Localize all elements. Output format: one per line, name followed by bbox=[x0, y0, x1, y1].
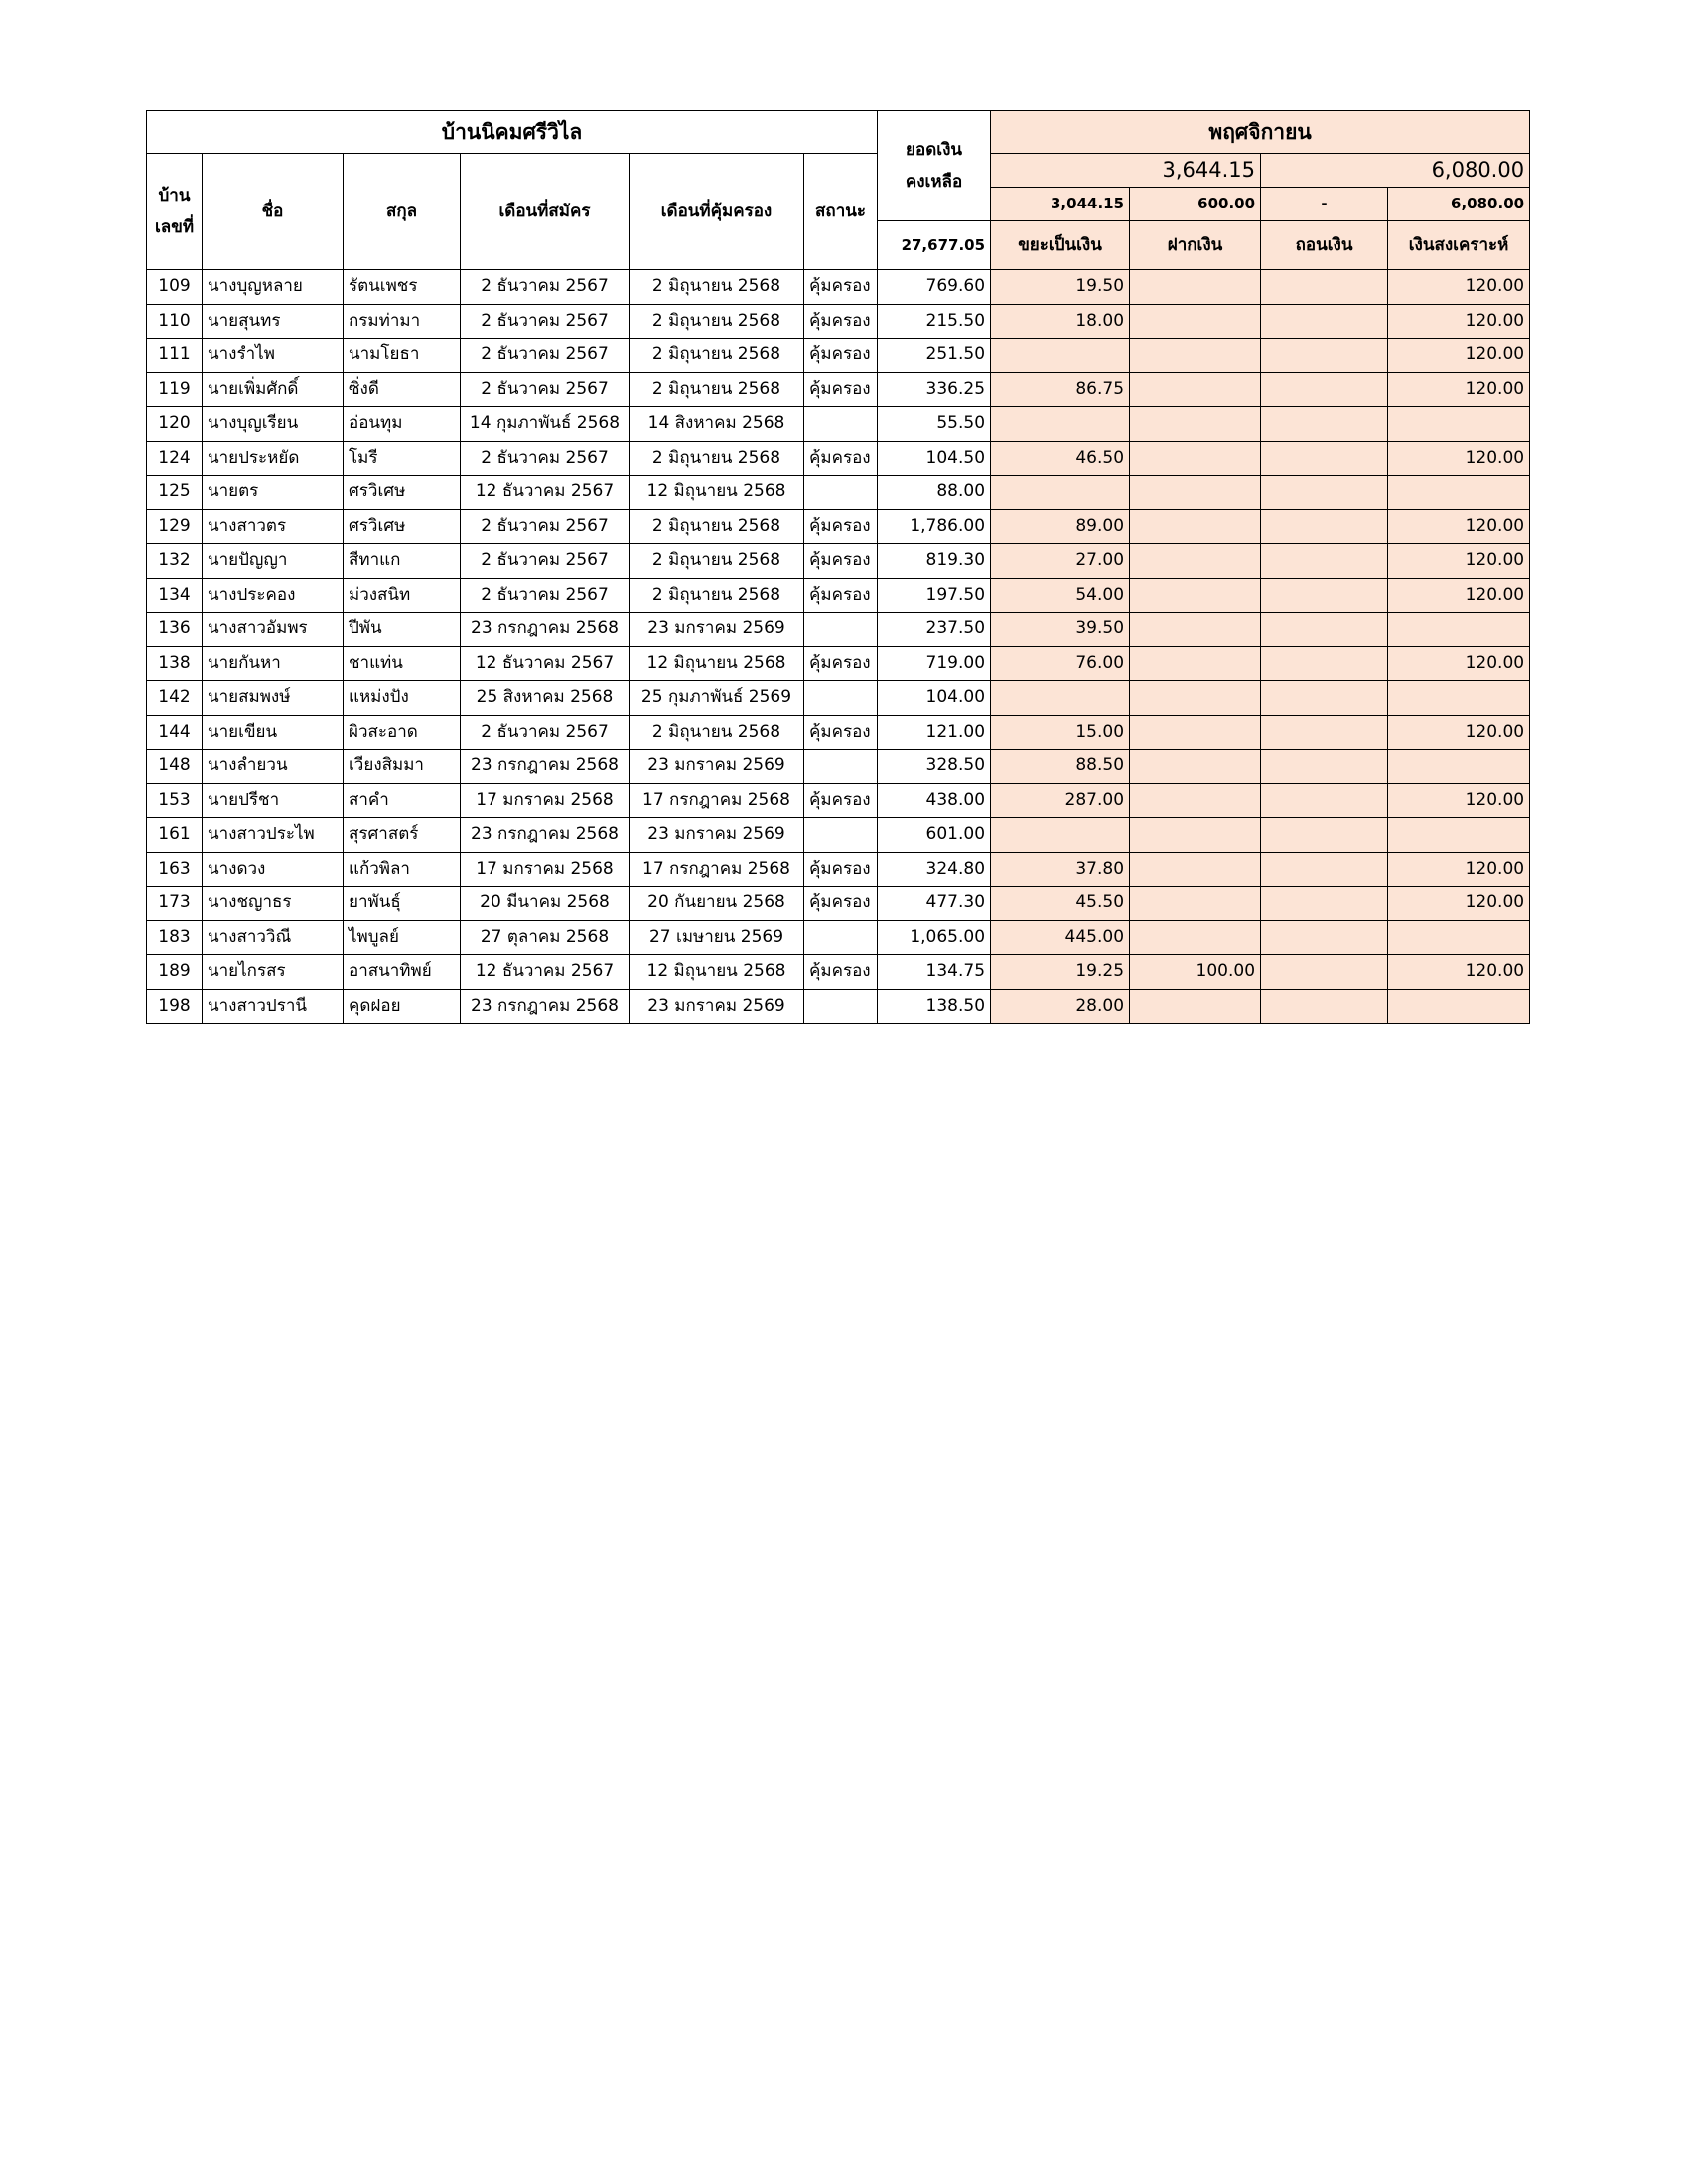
waste-cash-cell: 287.00 bbox=[991, 783, 1130, 818]
coverage-month-cell: 2 มิถุนายน 2568 bbox=[630, 544, 804, 579]
apply-month-cell: 23 กรกฎาคม 2568 bbox=[461, 613, 630, 647]
name-cell: นายปรีชา bbox=[203, 783, 344, 818]
status-cell bbox=[804, 920, 878, 955]
apply-month-cell: 14 กุมภาพันธ์ 2568 bbox=[461, 407, 630, 442]
balance-header-line1: ยอดเงิน bbox=[906, 139, 962, 160]
withdraw-cell bbox=[1261, 304, 1388, 339]
month-header: พฤศจิกายน bbox=[991, 111, 1530, 154]
welfare-cell bbox=[1388, 613, 1530, 647]
status-cell bbox=[804, 681, 878, 716]
deposit-cell bbox=[1130, 989, 1261, 1024]
balance-cell: 819.30 bbox=[878, 544, 991, 579]
house-no-cell: 110 bbox=[147, 304, 203, 339]
name-cell: นางประคอง bbox=[203, 578, 344, 613]
house-no-cell: 161 bbox=[147, 818, 203, 853]
deposit-cell bbox=[1130, 441, 1261, 476]
balance-cell: 104.00 bbox=[878, 681, 991, 716]
deposit-header: ฝากเงิน bbox=[1130, 221, 1261, 270]
coverage-month-cell: 12 มิถุนายน 2568 bbox=[630, 476, 804, 510]
apply-month-cell: 2 ธันวาคม 2567 bbox=[461, 304, 630, 339]
house-no-cell: 109 bbox=[147, 270, 203, 305]
surname-cell: สุรศาสตร์ bbox=[344, 818, 461, 853]
waste-cash-cell: 27.00 bbox=[991, 544, 1130, 579]
waste-cash-cell: 89.00 bbox=[991, 509, 1130, 544]
name-cell: นางลำยวน bbox=[203, 750, 344, 784]
surname-cell: ผิวสะอาด bbox=[344, 715, 461, 750]
waste-cash-cell bbox=[991, 476, 1130, 510]
deposit-cell bbox=[1130, 783, 1261, 818]
surname-cell: ยาพันธุ์ bbox=[344, 887, 461, 921]
balance-cell: 88.00 bbox=[878, 476, 991, 510]
name-cell: นางสาวอัมพร bbox=[203, 613, 344, 647]
waste-cash-cell: 45.50 bbox=[991, 887, 1130, 921]
welfare-cell bbox=[1388, 818, 1530, 853]
table-row bbox=[147, 407, 1530, 442]
balance-cell: 769.60 bbox=[878, 270, 991, 305]
coverage-month-cell: 2 มิถุนายน 2568 bbox=[630, 441, 804, 476]
name-cell: นายสมพงษ์ bbox=[203, 681, 344, 716]
status-cell: คุ้มครอง bbox=[804, 372, 878, 407]
surname-cell: สาคำ bbox=[344, 783, 461, 818]
house-no-cell: 153 bbox=[147, 783, 203, 818]
waste-cash-cell bbox=[991, 339, 1130, 373]
apply-month-cell: 25 สิงหาคม 2568 bbox=[461, 681, 630, 716]
name-cell: นางสาวประไพ bbox=[203, 818, 344, 853]
house-no-cell: 163 bbox=[147, 852, 203, 887]
table-row bbox=[147, 441, 1530, 476]
name-cell: นางบุญหลาย bbox=[203, 270, 344, 305]
status-cell bbox=[804, 989, 878, 1024]
surname-cell: ศรวิเศษ bbox=[344, 476, 461, 510]
coverage-month-cell: 23 มกราคม 2569 bbox=[630, 818, 804, 853]
deposit-cell bbox=[1130, 407, 1261, 442]
balance-cell: 237.50 bbox=[878, 613, 991, 647]
waste-cash-cell bbox=[991, 681, 1130, 716]
table-row bbox=[147, 818, 1530, 853]
waste-cash-cell: 76.00 bbox=[991, 646, 1130, 681]
welfare-header: เงินสงเคราะห์ bbox=[1388, 221, 1530, 270]
table-row bbox=[147, 578, 1530, 613]
house-no-cell: 119 bbox=[147, 372, 203, 407]
house-no-cell: 132 bbox=[147, 544, 203, 579]
deposit-cell bbox=[1130, 509, 1261, 544]
apply-month-cell: 2 ธันวาคม 2567 bbox=[461, 339, 630, 373]
table-row bbox=[147, 372, 1530, 407]
waste-cash-cell bbox=[991, 818, 1130, 853]
house-no-cell: 125 bbox=[147, 476, 203, 510]
withdraw-cell bbox=[1261, 681, 1388, 716]
waste-cash-cell: 37.80 bbox=[991, 852, 1130, 887]
balance-cell: 438.00 bbox=[878, 783, 991, 818]
deposit-cell bbox=[1130, 544, 1261, 579]
apply-month-cell: 2 ธันวาคม 2567 bbox=[461, 578, 630, 613]
withdraw-cell bbox=[1261, 509, 1388, 544]
house-no-cell: 144 bbox=[147, 715, 203, 750]
apply-month-cell: 2 ธันวาคม 2567 bbox=[461, 509, 630, 544]
withdraw-cell bbox=[1261, 989, 1388, 1024]
total-a: 3,644.15 bbox=[991, 154, 1261, 188]
status-cell bbox=[804, 818, 878, 853]
withdraw-cell bbox=[1261, 852, 1388, 887]
name-cell: นางสาววิณี bbox=[203, 920, 344, 955]
waste-cash-cell: 18.00 bbox=[991, 304, 1130, 339]
coverage-month-cell: 27 เมษายน 2569 bbox=[630, 920, 804, 955]
apply-month-cell: 12 ธันวาคม 2567 bbox=[461, 476, 630, 510]
deposit-cell bbox=[1130, 372, 1261, 407]
welfare-cell: 120.00 bbox=[1388, 509, 1530, 544]
coverage-month-cell: 25 กุมภาพันธ์ 2569 bbox=[630, 681, 804, 716]
withdraw-cell bbox=[1261, 613, 1388, 647]
waste-cash-cell: 445.00 bbox=[991, 920, 1130, 955]
welfare-cell: 120.00 bbox=[1388, 372, 1530, 407]
welfare-cell: 120.00 bbox=[1388, 270, 1530, 305]
house-no-cell: 142 bbox=[147, 681, 203, 716]
name-cell: นางสาวปรานี bbox=[203, 989, 344, 1024]
withdraw-cell bbox=[1261, 270, 1388, 305]
table-row bbox=[147, 783, 1530, 818]
balance-cell: 328.50 bbox=[878, 750, 991, 784]
withdraw-cell bbox=[1261, 339, 1388, 373]
name-cell: นางดวง bbox=[203, 852, 344, 887]
withdraw-cell bbox=[1261, 715, 1388, 750]
apply-month-cell: 12 ธันวาคม 2567 bbox=[461, 955, 630, 990]
apply-month-cell: 2 ธันวาคม 2567 bbox=[461, 441, 630, 476]
table-row bbox=[147, 509, 1530, 544]
waste-cash-cell: 15.00 bbox=[991, 715, 1130, 750]
welfare-cell: 120.00 bbox=[1388, 441, 1530, 476]
deposit-cell bbox=[1130, 476, 1261, 510]
balance-cell: 601.00 bbox=[878, 818, 991, 853]
coverage-month-cell: 12 มิถุนายน 2568 bbox=[630, 955, 804, 990]
balance-cell: 55.50 bbox=[878, 407, 991, 442]
welfare-cell bbox=[1388, 750, 1530, 784]
withdraw-cell bbox=[1261, 646, 1388, 681]
coverage-month-cell: 2 มิถุนายน 2568 bbox=[630, 509, 804, 544]
withdraw-cell bbox=[1261, 578, 1388, 613]
house-no-cell: 111 bbox=[147, 339, 203, 373]
deposit-cell bbox=[1130, 920, 1261, 955]
name-cell: นางสาวตร bbox=[203, 509, 344, 544]
coverage-month-cell: 23 มกราคม 2569 bbox=[630, 613, 804, 647]
balance-cell: 138.50 bbox=[878, 989, 991, 1024]
apply-month-cell: 2 ธันวาคม 2567 bbox=[461, 715, 630, 750]
withdraw-cell bbox=[1261, 783, 1388, 818]
surname-cell: ชาแท่น bbox=[344, 646, 461, 681]
status-cell: คุ้มครอง bbox=[804, 270, 878, 305]
table-row bbox=[147, 852, 1530, 887]
table-row bbox=[147, 646, 1530, 681]
deposit-cell bbox=[1130, 681, 1261, 716]
apply-month-cell: 17 มกราคม 2568 bbox=[461, 852, 630, 887]
welfare-cell bbox=[1388, 989, 1530, 1024]
withdraw-cell bbox=[1261, 920, 1388, 955]
waste-cash-header: ขยะเป็นเงิน bbox=[991, 221, 1130, 270]
status-cell: คุ้มครอง bbox=[804, 887, 878, 921]
table-row bbox=[147, 887, 1530, 921]
name-cell: นายปัญญา bbox=[203, 544, 344, 579]
coverage-month-cell: 2 มิถุนายน 2568 bbox=[630, 372, 804, 407]
house-no-cell: 136 bbox=[147, 613, 203, 647]
name-cell: นายเขียน bbox=[203, 715, 344, 750]
welfare-cell: 120.00 bbox=[1388, 783, 1530, 818]
name-cell: นายประหยัด bbox=[203, 441, 344, 476]
coverage-month-header: เดือนที่คุ้มครอง bbox=[630, 154, 804, 270]
name-cell: นายสุนทร bbox=[203, 304, 344, 339]
village-title: บ้านนิคมศรีวิไล bbox=[147, 111, 878, 154]
welfare-cell bbox=[1388, 476, 1530, 510]
apply-month-cell: 23 กรกฎาคม 2568 bbox=[461, 989, 630, 1024]
balance-cell: 336.25 bbox=[878, 372, 991, 407]
waste-cash-cell: 28.00 bbox=[991, 989, 1130, 1024]
table-row bbox=[147, 955, 1530, 990]
waste-cash-cell: 46.50 bbox=[991, 441, 1130, 476]
welfare-cell: 120.00 bbox=[1388, 304, 1530, 339]
surname-cell: รัตนเพชร bbox=[344, 270, 461, 305]
balance-cell: 1,786.00 bbox=[878, 509, 991, 544]
coverage-month-cell: 17 กรกฎาคม 2568 bbox=[630, 852, 804, 887]
status-cell: คุ้มครอง bbox=[804, 339, 878, 373]
withdraw-cell bbox=[1261, 544, 1388, 579]
withdraw-total: - bbox=[1261, 188, 1388, 221]
welfare-cell: 120.00 bbox=[1388, 646, 1530, 681]
table-body bbox=[147, 270, 1530, 1024]
coverage-month-cell: 2 มิถุนายน 2568 bbox=[630, 304, 804, 339]
withdraw-cell bbox=[1261, 372, 1388, 407]
waste-cash-cell: 39.50 bbox=[991, 613, 1130, 647]
balance-total: 27,677.05 bbox=[878, 221, 991, 270]
balance-cell: 251.50 bbox=[878, 339, 991, 373]
house-no-cell: 183 bbox=[147, 920, 203, 955]
apply-month-cell: 2 ธันวาคม 2567 bbox=[461, 270, 630, 305]
withdraw-cell bbox=[1261, 750, 1388, 784]
savings-table bbox=[146, 110, 1530, 1024]
surname-cell: อ่อนทุม bbox=[344, 407, 461, 442]
coverage-month-cell: 23 มกราคม 2569 bbox=[630, 750, 804, 784]
balance-cell: 477.30 bbox=[878, 887, 991, 921]
welfare-cell: 120.00 bbox=[1388, 852, 1530, 887]
waste-cash-cell: 54.00 bbox=[991, 578, 1130, 613]
welfare-cell: 120.00 bbox=[1388, 887, 1530, 921]
name-cell: นางรำไพ bbox=[203, 339, 344, 373]
apply-month-cell: 27 ตุลาคม 2568 bbox=[461, 920, 630, 955]
name-header: ชื่อ bbox=[203, 154, 344, 270]
status-cell bbox=[804, 613, 878, 647]
status-cell: คุ้มครอง bbox=[804, 509, 878, 544]
withdraw-cell bbox=[1261, 887, 1388, 921]
status-cell: คุ้มครอง bbox=[804, 783, 878, 818]
waste-cash-cell: 19.25 bbox=[991, 955, 1130, 990]
surname-cell: อาสนาทิพย์ bbox=[344, 955, 461, 990]
table-row bbox=[147, 750, 1530, 784]
withdraw-header: ถอนเงิน bbox=[1261, 221, 1388, 270]
withdraw-cell bbox=[1261, 818, 1388, 853]
status-cell: คุ้มครอง bbox=[804, 544, 878, 579]
deposit-cell bbox=[1130, 750, 1261, 784]
coverage-month-cell: 20 กันยายน 2568 bbox=[630, 887, 804, 921]
house-no-cell: 189 bbox=[147, 955, 203, 990]
table-row bbox=[147, 613, 1530, 647]
welfare-total: 6,080.00 bbox=[1388, 188, 1530, 221]
welfare-cell bbox=[1388, 920, 1530, 955]
status-cell bbox=[804, 407, 878, 442]
house-no-header bbox=[147, 154, 203, 270]
surname-cell: แก้วพิลา bbox=[344, 852, 461, 887]
surname-cell: ปีพัน bbox=[344, 613, 461, 647]
house-no-header-line2: เลขที่ bbox=[154, 217, 195, 237]
deposit-cell bbox=[1130, 578, 1261, 613]
deposit-cell bbox=[1130, 613, 1261, 647]
surname-cell: นามโยธา bbox=[344, 339, 461, 373]
waste-cash-cell: 88.50 bbox=[991, 750, 1130, 784]
apply-month-cell: 12 ธันวาคม 2567 bbox=[461, 646, 630, 681]
welfare-cell: 120.00 bbox=[1388, 339, 1530, 373]
status-cell: คุ้มครอง bbox=[804, 304, 878, 339]
table-row bbox=[147, 476, 1530, 510]
house-no-cell: 120 bbox=[147, 407, 203, 442]
coverage-month-cell: 17 กรกฎาคม 2568 bbox=[630, 783, 804, 818]
surname-cell: สีทาแก bbox=[344, 544, 461, 579]
deposit-cell: 100.00 bbox=[1130, 955, 1261, 990]
withdraw-cell bbox=[1261, 476, 1388, 510]
withdraw-cell bbox=[1261, 441, 1388, 476]
table-row bbox=[147, 989, 1530, 1024]
name-cell: นายกันหา bbox=[203, 646, 344, 681]
status-cell: คุ้มครอง bbox=[804, 646, 878, 681]
balance-cell: 121.00 bbox=[878, 715, 991, 750]
surname-cell: ซิ่งดี bbox=[344, 372, 461, 407]
balance-cell: 719.00 bbox=[878, 646, 991, 681]
name-cell: นายไกรสร bbox=[203, 955, 344, 990]
house-no-cell: 138 bbox=[147, 646, 203, 681]
table-row bbox=[147, 544, 1530, 579]
surname-cell: คุดฝอย bbox=[344, 989, 461, 1024]
table-row bbox=[147, 304, 1530, 339]
surname-cell: กรมท่ามา bbox=[344, 304, 461, 339]
apply-month-cell: 23 กรกฎาคม 2568 bbox=[461, 750, 630, 784]
balance-cell: 197.50 bbox=[878, 578, 991, 613]
balance-header-line2: คงเหลือ bbox=[905, 172, 963, 192]
waste-cash-cell: 86.75 bbox=[991, 372, 1130, 407]
withdraw-cell bbox=[1261, 955, 1388, 990]
balance-header bbox=[878, 111, 991, 221]
welfare-cell: 120.00 bbox=[1388, 715, 1530, 750]
deposit-cell bbox=[1130, 304, 1261, 339]
apply-month-cell: 2 ธันวาคม 2567 bbox=[461, 544, 630, 579]
status-cell: คุ้มครอง bbox=[804, 715, 878, 750]
deposit-cell bbox=[1130, 646, 1261, 681]
apply-month-cell: 17 มกราคม 2568 bbox=[461, 783, 630, 818]
name-cell: นายเพิ่มศักดิ์ bbox=[203, 372, 344, 407]
table-row bbox=[147, 339, 1530, 373]
name-cell: นางชญาธร bbox=[203, 887, 344, 921]
status-cell bbox=[804, 476, 878, 510]
status-cell bbox=[804, 750, 878, 784]
table-row bbox=[147, 715, 1530, 750]
deposit-cell bbox=[1130, 270, 1261, 305]
apply-month-cell: 2 ธันวาคม 2567 bbox=[461, 372, 630, 407]
surname-cell: แหม่งปัง bbox=[344, 681, 461, 716]
table-row bbox=[147, 270, 1530, 305]
balance-cell: 1,065.00 bbox=[878, 920, 991, 955]
deposit-cell bbox=[1130, 852, 1261, 887]
surname-cell: ไพบูลย์ bbox=[344, 920, 461, 955]
balance-cell: 215.50 bbox=[878, 304, 991, 339]
apply-month-header: เดือนที่สมัคร bbox=[461, 154, 630, 270]
waste-total: 3,044.15 bbox=[991, 188, 1130, 221]
total-b: 6,080.00 bbox=[1261, 154, 1530, 188]
deposit-cell bbox=[1130, 339, 1261, 373]
status-cell: คุ้มครอง bbox=[804, 578, 878, 613]
coverage-month-cell: 2 มิถุนายน 2568 bbox=[630, 715, 804, 750]
house-no-header-line1: บ้าน bbox=[158, 185, 191, 205]
balance-cell: 324.80 bbox=[878, 852, 991, 887]
welfare-cell bbox=[1388, 407, 1530, 442]
waste-cash-cell: 19.50 bbox=[991, 270, 1130, 305]
coverage-month-cell: 23 มกราคม 2569 bbox=[630, 989, 804, 1024]
welfare-cell: 120.00 bbox=[1388, 544, 1530, 579]
surname-cell: เวียงสิมมา bbox=[344, 750, 461, 784]
coverage-month-cell: 2 มิถุนายน 2568 bbox=[630, 270, 804, 305]
welfare-cell: 120.00 bbox=[1388, 955, 1530, 990]
apply-month-cell: 20 มีนาคม 2568 bbox=[461, 887, 630, 921]
balance-cell: 134.75 bbox=[878, 955, 991, 990]
name-cell: นายตร bbox=[203, 476, 344, 510]
deposit-cell bbox=[1130, 818, 1261, 853]
deposit-cell bbox=[1130, 715, 1261, 750]
coverage-month-cell: 12 มิถุนายน 2568 bbox=[630, 646, 804, 681]
withdraw-cell bbox=[1261, 407, 1388, 442]
house-no-cell: 173 bbox=[147, 887, 203, 921]
welfare-cell bbox=[1388, 681, 1530, 716]
surname-cell: โมรี bbox=[344, 441, 461, 476]
house-no-cell: 134 bbox=[147, 578, 203, 613]
status-cell: คุ้มครอง bbox=[804, 955, 878, 990]
deposit-cell bbox=[1130, 887, 1261, 921]
status-header: สถานะ bbox=[804, 154, 878, 270]
surname-header: สกุล bbox=[344, 154, 461, 270]
status-cell: คุ้มครอง bbox=[804, 852, 878, 887]
house-no-cell: 198 bbox=[147, 989, 203, 1024]
coverage-month-cell: 2 มิถุนายน 2568 bbox=[630, 578, 804, 613]
table-row bbox=[147, 681, 1530, 716]
balance-cell: 104.50 bbox=[878, 441, 991, 476]
coverage-month-cell: 2 มิถุนายน 2568 bbox=[630, 339, 804, 373]
waste-cash-cell bbox=[991, 407, 1130, 442]
house-no-cell: 124 bbox=[147, 441, 203, 476]
name-cell: นางบุญเรียน bbox=[203, 407, 344, 442]
status-cell: คุ้มครอง bbox=[804, 441, 878, 476]
house-no-cell: 148 bbox=[147, 750, 203, 784]
coverage-month-cell: 14 สิงหาคม 2568 bbox=[630, 407, 804, 442]
surname-cell: ศรวิเศษ bbox=[344, 509, 461, 544]
surname-cell: ม่วงสนิท bbox=[344, 578, 461, 613]
table-row bbox=[147, 920, 1530, 955]
deposit-total: 600.00 bbox=[1130, 188, 1261, 221]
welfare-cell: 120.00 bbox=[1388, 578, 1530, 613]
apply-month-cell: 23 กรกฎาคม 2568 bbox=[461, 818, 630, 853]
house-no-cell: 129 bbox=[147, 509, 203, 544]
